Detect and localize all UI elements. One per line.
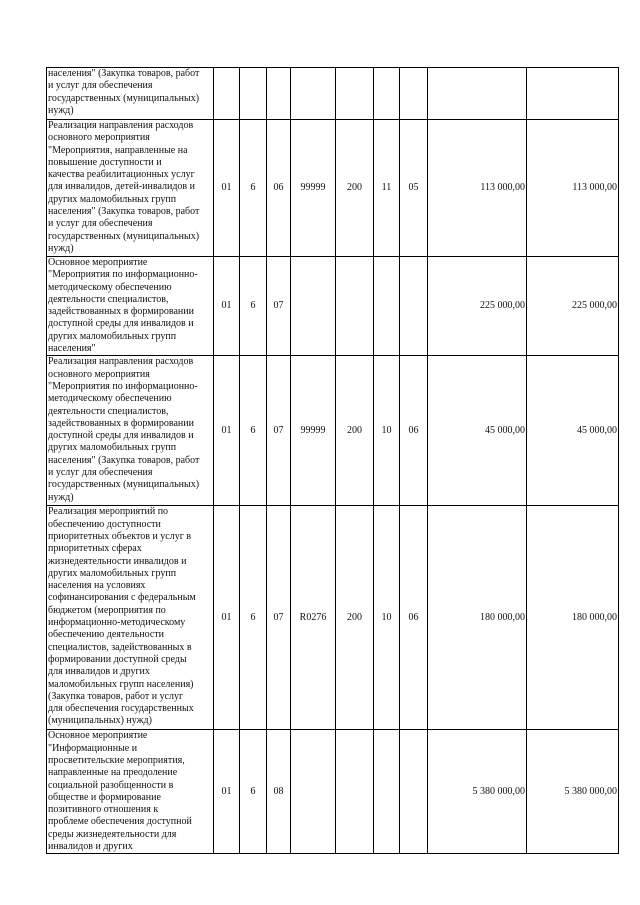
direction-code-cell: 99999: [291, 356, 336, 506]
expense-name-line: для инвалидов, детей-инвалидов и: [48, 181, 195, 193]
expense-name-line: "Мероприятия по информационно-: [48, 380, 198, 392]
amount-total-cell: [527, 68, 619, 120]
expense-name-line: Реализация мероприятий по: [48, 506, 169, 518]
subprogram-code-cell: [267, 68, 291, 120]
razdel-code-cell: [374, 68, 400, 120]
expense-name-line: и услуг для обеспечения: [48, 467, 153, 479]
subprogram-code-cell: 07: [267, 257, 291, 356]
expense-name-line: "Информационные и: [48, 742, 138, 754]
expense-name-line: обеспечению доступности: [48, 518, 161, 530]
section-code-cell: 01: [214, 257, 240, 356]
amount-total-cell: 45 000,00: [527, 356, 619, 506]
expense-name-line: приоритетных сферах: [48, 543, 142, 555]
razdel-code-cell: 11: [374, 120, 400, 257]
expense-name-line: обеспечению деятельности: [48, 629, 165, 641]
expense-name-line: приоритетных объектов и услуг в: [48, 530, 192, 542]
expense-name-line: других маломобильных групп: [48, 193, 177, 205]
section-code-cell: 01: [214, 506, 240, 730]
expense-name-line: просветительские мероприятия,: [48, 754, 185, 766]
expense-name-line: качества реабилитационных услуг: [48, 169, 195, 181]
expense-name-line: софинансирования с федеральным: [48, 592, 196, 604]
podrazdel-code-cell: 06: [400, 356, 428, 506]
expense-type-cell: 200: [336, 120, 374, 257]
expense-name-line: методическому обеспечению: [48, 393, 172, 405]
table-row: [47, 356, 619, 506]
expense-name-line: других маломобильных групп: [48, 442, 177, 454]
expense-name-line: методическому обеспечению: [48, 281, 172, 293]
expense-name-line: (муниципальных) нужд): [48, 715, 152, 727]
podrazdel-code-cell: 05: [400, 120, 428, 257]
expense-name-line: нужд): [48, 491, 74, 503]
podrazdel-code-cell: 06: [400, 506, 428, 730]
expense-name-line: населения" (Закупка товаров, работ: [48, 454, 200, 466]
expense-name-line: задействованных в формировании: [48, 417, 194, 429]
podrazdel-code-cell: [400, 730, 428, 854]
amount-total-cell: 5 380 000,00: [527, 730, 619, 854]
expense-name-line: информационно-методическому: [48, 617, 186, 629]
amount-cell: 45 000,00: [428, 356, 527, 506]
expense-type-cell: 200: [336, 356, 374, 506]
expense-name-line: среды жизнедеятельности для: [48, 828, 177, 840]
program-code-cell: 6: [240, 730, 267, 854]
direction-code-cell: R0276: [291, 506, 336, 730]
expense-name-line: и услуг для обеспечения: [48, 80, 153, 92]
budget-table: [46, 67, 619, 854]
amount-cell: [428, 68, 527, 120]
expense-name-line: нужд): [48, 104, 74, 116]
direction-code-cell: 99999: [291, 120, 336, 257]
subprogram-code-cell: 06: [267, 120, 291, 257]
expense-name-line: формировании доступной среды: [48, 653, 187, 665]
expense-name-line: специалистов, задействованных в: [48, 641, 192, 653]
amount-cell: 113 000,00: [428, 120, 527, 257]
expense-name-line: основного мероприятия: [48, 132, 150, 144]
expense-name-line: деятельности специалистов,: [48, 293, 169, 305]
expense-name-line: доступной среды для инвалидов и: [48, 430, 194, 442]
expense-name-line: основного мероприятия: [48, 368, 150, 380]
direction-code-cell: [291, 68, 336, 120]
expense-name-cell: [47, 730, 214, 854]
expense-name-cell: [47, 257, 214, 356]
expense-name-line: Основное мероприятие: [48, 257, 148, 268]
expense-name-line: повышение доступности и: [48, 156, 162, 168]
table-body: [47, 68, 619, 854]
table-row: [47, 506, 619, 730]
amount-cell: 180 000,00: [428, 506, 527, 730]
expense-name-line: для инвалидов и других: [48, 666, 150, 678]
expense-name-line: государственных (муниципальных): [48, 479, 200, 491]
expense-name-line: "Мероприятия, направленные на: [48, 144, 188, 156]
expense-name-line: Реализация направления расходов: [48, 120, 194, 131]
razdel-code-cell: 10: [374, 356, 400, 506]
table-row: [47, 120, 619, 257]
expense-name-line: деятельности специалистов,: [48, 405, 169, 417]
subprogram-code-cell: 07: [267, 506, 291, 730]
amount-total-cell: 225 000,00: [527, 257, 619, 356]
direction-code-cell: [291, 730, 336, 854]
program-code-cell: 6: [240, 120, 267, 257]
direction-code-cell: [291, 257, 336, 356]
section-code-cell: 01: [214, 120, 240, 257]
expense-type-cell: 200: [336, 506, 374, 730]
subprogram-code-cell: 07: [267, 356, 291, 506]
razdel-code-cell: [374, 730, 400, 854]
expense-name-line: Основное мероприятие: [48, 730, 148, 742]
program-code-cell: 6: [240, 257, 267, 356]
program-code-cell: [240, 68, 267, 120]
amount-cell: 225 000,00: [428, 257, 527, 356]
expense-name-line: направленные на преодоление: [48, 767, 178, 779]
expense-name-line: доступной среды для инвалидов и: [48, 318, 194, 330]
program-code-cell: 6: [240, 356, 267, 506]
expense-name-line: населения": [48, 343, 96, 355]
razdel-code-cell: 10: [374, 506, 400, 730]
expense-name-line: бюджетом (мероприятия по: [48, 604, 166, 616]
expense-name-line: проблеме обеспечения доступной: [48, 816, 192, 828]
expense-name-line: и услуг для обеспечения: [48, 218, 153, 230]
razdel-code-cell: [374, 257, 400, 356]
program-code-cell: 6: [240, 506, 267, 730]
podrazdel-code-cell: [400, 257, 428, 356]
expense-name-line: государственных (муниципальных): [48, 230, 200, 242]
expense-name-line: нужд): [48, 242, 74, 254]
expense-name-line: других маломобильных групп: [48, 330, 177, 342]
expense-name-line: (Закупка товаров, работ и услуг: [48, 690, 184, 702]
expense-type-cell: [336, 68, 374, 120]
podrazdel-code-cell: [400, 68, 428, 120]
expense-name-line: инвалидов и других: [48, 841, 133, 853]
section-code-cell: [214, 68, 240, 120]
subprogram-code-cell: 08: [267, 730, 291, 854]
expense-name-line: обществе и формирование: [48, 791, 161, 803]
expense-name-line: для обеспечения государственных: [48, 703, 194, 715]
expense-name-line: населения" (Закупка товаров, работ: [48, 206, 200, 218]
section-code-cell: 01: [214, 730, 240, 854]
amount-cell: 5 380 000,00: [428, 730, 527, 854]
amount-total-cell: 113 000,00: [527, 120, 619, 257]
expense-type-cell: [336, 257, 374, 356]
expense-name-line: государственных (муниципальных): [48, 92, 200, 104]
expense-name-line: социальной разобщенности в: [48, 779, 174, 791]
expense-name-line: населения" (Закупка товаров, работ: [48, 68, 200, 79]
expense-name-line: Реализация направления расходов: [48, 356, 194, 368]
table-row: [47, 68, 619, 120]
amount-total-cell: 180 000,00: [527, 506, 619, 730]
expense-name-cell: [47, 506, 214, 730]
table-row: [47, 730, 619, 854]
expense-name-line: маломобильных групп населения): [48, 678, 194, 690]
expense-type-cell: [336, 730, 374, 854]
expense-name-cell: [47, 356, 214, 506]
expense-name-line: жизнедеятельности инвалидов и: [48, 555, 187, 567]
expense-name-line: задействованных в формировании: [48, 306, 194, 318]
expense-name-line: других маломобильных групп: [48, 567, 177, 579]
table-row: [47, 257, 619, 356]
section-code-cell: 01: [214, 356, 240, 506]
expense-name-cell: [47, 68, 214, 120]
expense-name-cell: [47, 120, 214, 257]
expense-name-line: населения на условиях: [48, 580, 146, 592]
expense-name-line: "Мероприятия по информационно-: [48, 269, 198, 281]
expense-name-line: позитивного отношения к: [48, 804, 159, 816]
